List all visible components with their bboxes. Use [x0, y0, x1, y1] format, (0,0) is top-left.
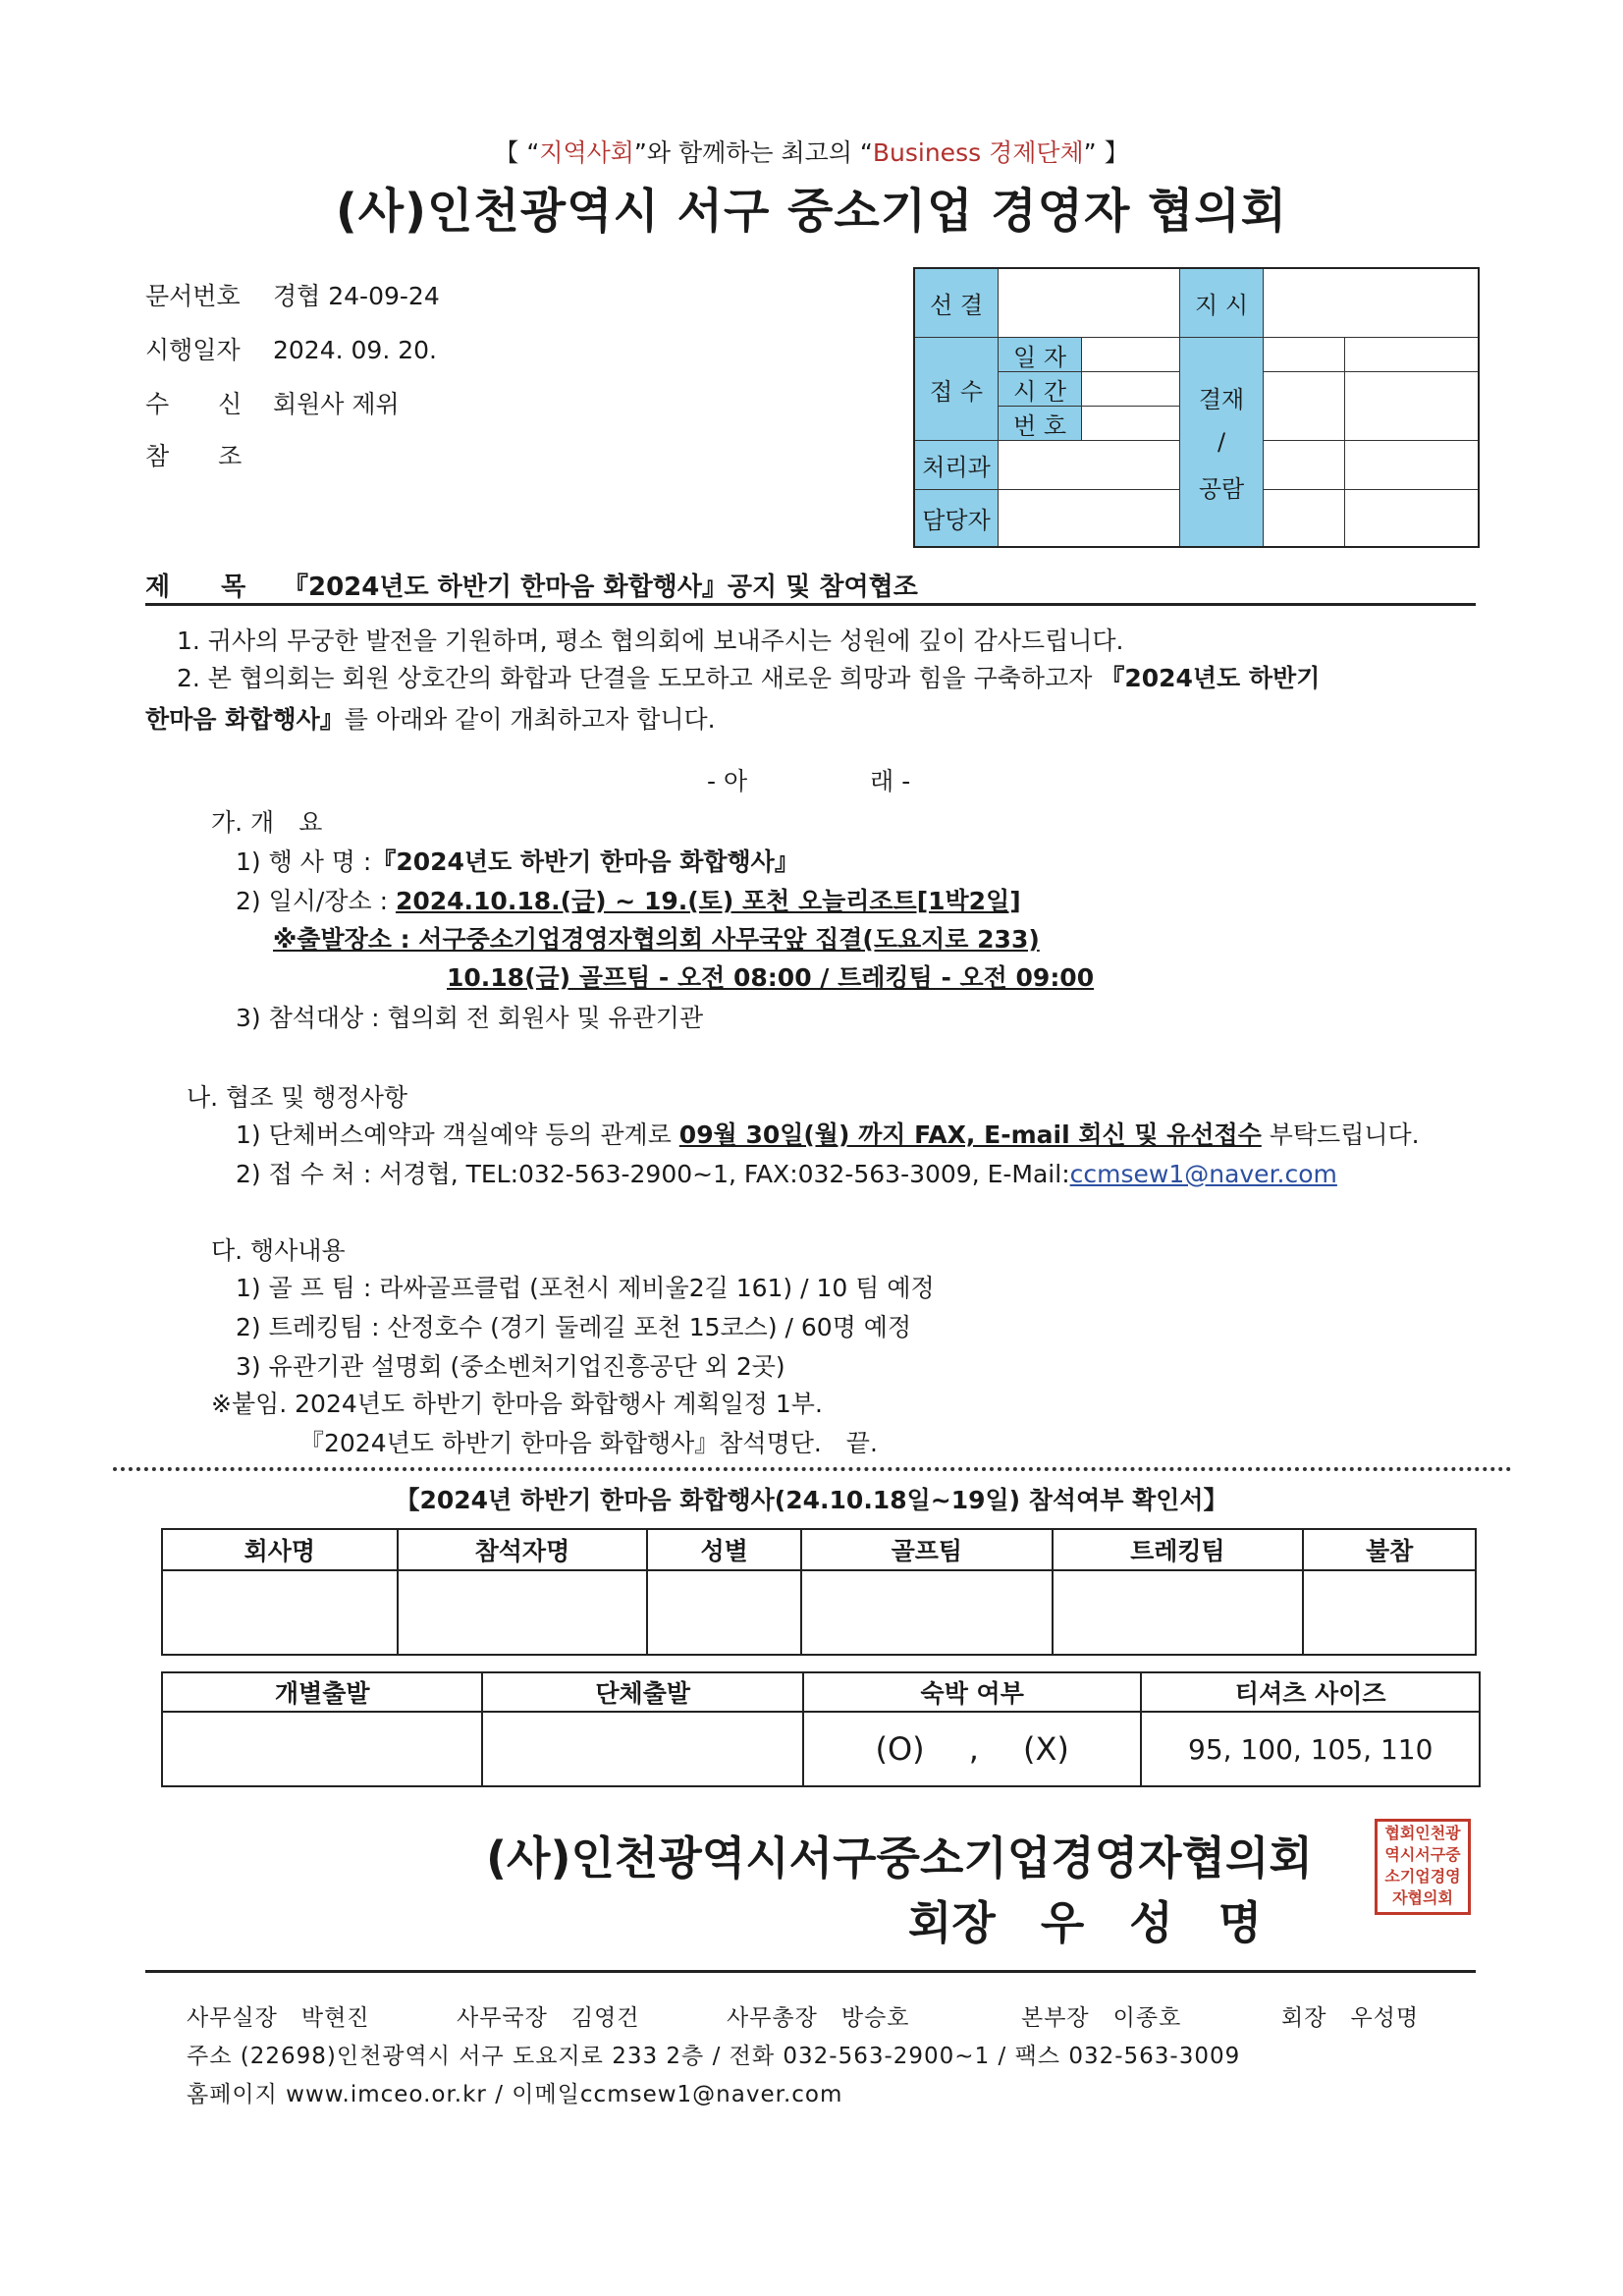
staff-row [187, 1999, 1492, 2032]
col-tshirt-size: 티셔츠 사이즈 [1141, 1672, 1480, 1712]
slogan-highlight-community: 지역사회 [539, 138, 634, 167]
event-name-row [236, 843, 799, 878]
trekking-input-cell[interactable] [1053, 1570, 1304, 1655]
cut-line [113, 1467, 1512, 1471]
paragraph-2 [177, 659, 1483, 694]
contact-email-link[interactable]: ccmsew1@naver.com [1069, 1160, 1337, 1188]
review-cell [1264, 372, 1345, 441]
group-departure-cell[interactable] [482, 1712, 802, 1786]
col-trekking: 트레킹팀 [1053, 1529, 1304, 1570]
slogan [0, 134, 1623, 169]
subject-text: 『2024년도 하반기 한마음 화합행사』공지 및 참여협조 [283, 573, 918, 602]
attachment-2: 『2024년도 하반기 한마음 화합행사』참석명단. 끝. [299, 1429, 878, 1457]
event-name-value: 『2024년도 하반기 한마음 화합행사』 [371, 847, 799, 876]
staff-5 [1281, 1999, 1419, 2032]
receipt-number-cell [1082, 407, 1180, 441]
gender-input-cell[interactable] [647, 1570, 801, 1655]
receipt-time-label: 시 간 [999, 372, 1082, 407]
date-place-value: 2024.10.18.(금) ~ 19.(토) 포천 오늘리조트[1박2일] [395, 887, 1021, 915]
subject-divider [145, 603, 1476, 606]
receipt-date-label: 일 자 [999, 338, 1082, 372]
review-cell [1264, 490, 1345, 546]
section-cooperation: 나. 협조 및 행정사항 [187, 1083, 407, 1112]
event-name-1: 『2024년도 하반기 [1100, 664, 1321, 692]
issue-date-value: 2024. 09. 20. [273, 336, 437, 364]
reference-row [145, 437, 273, 472]
col-group-departure: 단체출발 [482, 1672, 802, 1712]
attendee-input-cell[interactable] [398, 1570, 648, 1655]
processing-dept-cell [999, 441, 1180, 490]
instruction-label: 지 시 [1180, 269, 1264, 338]
staff-role: 회장 [1281, 2005, 1327, 2031]
subject-row [145, 567, 918, 603]
slogan-open: 【 “ [494, 138, 540, 167]
staff-role: 사무국장 [457, 2005, 548, 2031]
review-cell [1264, 441, 1345, 490]
col-golf: 골프팀 [801, 1529, 1053, 1570]
receipt-number-label: 번 호 [999, 407, 1082, 441]
absent-input-cell[interactable] [1303, 1570, 1476, 1655]
recipient-row [145, 385, 400, 420]
approval-review-label-1: 결재 [1198, 386, 1245, 413]
instruction-cell [1264, 269, 1478, 338]
doc-number-label: 문서번호 [145, 282, 241, 310]
recipient-value: 회원사 제위 [273, 390, 400, 418]
departure-table [161, 1671, 1481, 1787]
section-overview: 가. 개 요 [211, 808, 323, 837]
col-individual-departure: 개별출발 [162, 1672, 482, 1712]
review-cell [1345, 338, 1478, 372]
issue-date-row [145, 331, 437, 366]
staff-name: 우성명 [1350, 2005, 1420, 2031]
slogan-middle: ”와 함께하는 최고의 “ [633, 138, 873, 167]
company-input-cell[interactable] [162, 1570, 398, 1655]
person-in-charge-label: 담당자 [915, 490, 999, 546]
approval-review-label-3: 공람 [1198, 475, 1245, 503]
recipient-label: 수 신 [145, 390, 243, 418]
col-gender: 성별 [647, 1529, 801, 1570]
paragraph-2-end: 를 아래와 같이 개최하고자 합니다. [344, 705, 716, 734]
staff-name: 김영건 [570, 2005, 640, 2031]
web-row: 홈페이지 www.imceo.or.kr / 이메일ccmsew1@naver.com [187, 2082, 843, 2107]
paragraph-2-cont [145, 700, 716, 736]
approval-box [913, 267, 1480, 548]
doc-number-row [145, 277, 440, 312]
review-cell [1345, 490, 1478, 546]
lodging-yes-option[interactable]: (O) [875, 1730, 925, 1768]
contact-row [236, 1155, 1337, 1190]
pre-approval-label: 선 결 [915, 269, 999, 338]
staff-1 [187, 1999, 457, 2032]
staff-role: 사무총장 [727, 2005, 818, 2031]
issue-date-label: 시행일자 [145, 336, 241, 364]
staff-name: 박현진 [300, 2005, 370, 2031]
receipt-date-cell [1082, 338, 1180, 372]
attendees-row: 3) 참석대상 : 협의회 전 회원사 및 유관기관 [236, 1004, 704, 1032]
event-name-2: 한마음 화합행사』 [145, 705, 345, 734]
pre-approval-cell [999, 269, 1180, 338]
attachment-1: ※붙임. 2024년도 하반기 한마음 화합행사 계획일정 1부. [211, 1390, 823, 1418]
address-row: 주소 (22698)인천광역시 서구 도요지로 233 2층 / 전화 032-563-2900~1 / 팩스 032-563-3009 [187, 2044, 1241, 2069]
official-seal [1375, 1819, 1471, 1915]
date-place-label: 2) 일시/장소 : [236, 887, 396, 915]
date-place-row [236, 882, 1021, 917]
lodging-cell[interactable] [803, 1712, 1142, 1786]
processing-dept-label: 처리과 [915, 441, 999, 490]
deadline-highlight: 09월 30일(월) 까지 FAX, E-mail 회신 및 유선접수 [678, 1121, 1262, 1149]
footer-divider [145, 1970, 1476, 1973]
receipt-time-cell [1082, 372, 1180, 407]
signature-chairman: 회장 우 성 명 [908, 1896, 1263, 1949]
review-cell [1264, 338, 1345, 372]
paragraph-2-text: 2. 본 협의회는 회원 상호간의 화합과 단결을 도모하고 새로운 희망과 힘을 구축하고자 [177, 664, 1101, 692]
deadline-text: 1) 단체버스예약과 객실예약 등의 관계로 [236, 1121, 679, 1149]
contact-text: 2) 접 수 처 : 서경협, TEL:032-563-2900~1, FAX:032-563-3009, E-Mail: [236, 1160, 1070, 1188]
golf-team-row: 1) 골 프 팀 : 라싸골프클럽 (포천시 제비울2길 161) / 10 팀 예정 [236, 1274, 935, 1302]
person-in-charge-cell [999, 490, 1180, 546]
departure-place: ※출발장소 : 서구중소기업경영자협의회 사무국앞 집결(도요지로 233) [273, 925, 1040, 954]
seal-text: 협회인천광역시서구중소기업경영자협의회 [1384, 1824, 1461, 1907]
tshirt-size-cell[interactable]: 95, 100, 105, 110 [1141, 1712, 1480, 1786]
staff-name: 이종호 [1112, 2005, 1182, 2031]
approval-review-label [1180, 338, 1264, 546]
deadline-end: 부탁드립니다. [1261, 1121, 1420, 1149]
col-company: 회사명 [162, 1529, 398, 1570]
organization-title: (사)인천광역시 서구 중소기업 경영자 협의회 [335, 184, 1288, 239]
col-absent: 불참 [1303, 1529, 1476, 1570]
staff-4 [1021, 1999, 1281, 2032]
reference-label: 참 조 [145, 442, 243, 470]
event-name-label: 1) 행 사 명 : [236, 847, 372, 876]
signature-organization: (사)인천광역시서구중소기업경영자협의회 [486, 1831, 1313, 1885]
form-title: 【2024년 하반기 한마음 화합행사(24.10.18일~19일) 참석여부 확인서】 [395, 1486, 1228, 1514]
receipt-label: 접 수 [915, 338, 999, 441]
slogan-highlight-business: Business 경제단체 [872, 138, 1084, 167]
staff-role: 본부장 [1021, 2005, 1090, 2031]
staff-2 [457, 1999, 727, 2032]
staff-name: 방승호 [840, 2005, 910, 2031]
review-cell [1345, 441, 1478, 490]
departure-time: 10.18(금) 골프팀 - 오전 08:00 / 트레킹팀 - 오전 09:00 [447, 963, 1095, 992]
briefing-row: 3) 유관기관 설명회 (중소벤처기업진흥공단 외 2곳) [236, 1352, 785, 1381]
col-attendee: 참석자명 [398, 1529, 648, 1570]
subject-label: 제 목 [145, 573, 246, 602]
staff-3 [727, 1999, 1021, 2032]
golf-input-cell[interactable] [801, 1570, 1053, 1655]
deadline-row [236, 1116, 1420, 1151]
doc-number-value: 경협 24-09-24 [273, 282, 440, 310]
section-program: 다. 행사내용 [211, 1236, 346, 1265]
slogan-close: ” 】 [1083, 138, 1129, 167]
approval-review-label-2: / [1217, 428, 1226, 456]
col-lodging: 숙박 여부 [803, 1672, 1142, 1712]
staff-role: 사무실장 [187, 2005, 278, 2031]
trekking-team-row: 2) 트레킹팀 : 산정호수 (경기 둘레길 포천 15코스) / 60명 예정 [236, 1313, 912, 1341]
lodging-no-option[interactable]: (X) [1023, 1730, 1069, 1768]
below-heading: - 아 래 - [707, 767, 911, 795]
lodging-separator: , [968, 1730, 979, 1768]
review-cell [1345, 372, 1478, 441]
attendance-table [161, 1528, 1477, 1656]
individual-departure-cell[interactable] [162, 1712, 482, 1786]
paragraph-1: 1. 귀사의 무궁한 발전을 기원하며, 평소 협의회에 보내주시는 성원에 깊이 감사드립니다. [177, 627, 1124, 655]
